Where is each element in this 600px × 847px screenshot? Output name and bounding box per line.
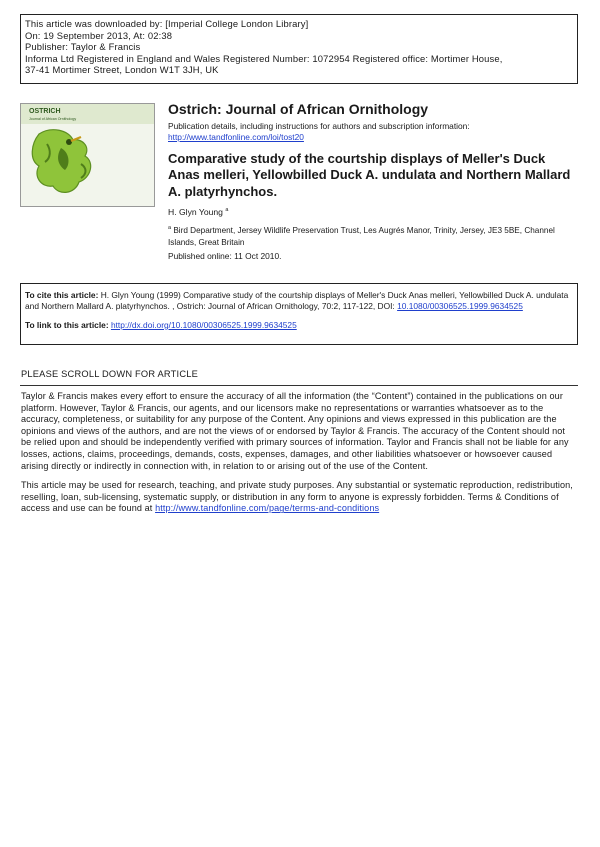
affiliation xyxy=(168,222,580,249)
downloaded-by-line: This article was downloaded by: [Imperial College London Library] xyxy=(25,18,309,29)
divider xyxy=(20,385,578,386)
cover-subtitle: Journal of African Ornithology xyxy=(29,117,77,121)
cite-row xyxy=(25,290,573,312)
publisher-line: Publisher: Taylor & Francis xyxy=(25,41,141,53)
journal-url-link[interactable]: http://www.tandfonline.com/loi/tost20 xyxy=(168,131,304,142)
author-line xyxy=(168,207,580,217)
journal-cover-image xyxy=(20,103,155,207)
cover-artwork xyxy=(21,104,154,206)
disclaimer xyxy=(21,391,577,523)
disclaimer-paragraph-2 xyxy=(21,480,577,515)
cite-text: H. Glyn Young (1999) Comparative study of the courtship displays of Meller's Duck Anas melleri, Yellowbilled Duck A. undulata and Northern Mallard A. platyrhynchos. , Ostrich: Journal of African Ornithology, 70:2, 117-122, DOI: xyxy=(25,290,569,311)
registration-line-2: 37-41 Mortimer Street, London W1T 3JH, UK xyxy=(25,64,219,76)
cite-label: To cite this article: xyxy=(25,290,99,300)
article-doi-url-link[interactable]: http://dx.doi.org/10.1080/00306525.1999.9634525 xyxy=(110,320,297,330)
citation-box xyxy=(20,283,578,345)
link-row xyxy=(25,320,573,331)
article-title: Comparative study of the courtship displays of Meller's Duck Anas melleri, Yellowbilled Duck A. undulata and Northern Mallard A. platyrhynchos. xyxy=(168,150,571,199)
terms-conditions-link[interactable]: http://www.tandfonline.com/page/terms-and-conditions xyxy=(155,503,380,514)
journal-title: Ostrich: Journal of African Ornithology xyxy=(168,101,429,117)
cover-journal-name: OSTRICH xyxy=(29,108,61,115)
scroll-down-notice: PLEASE SCROLL DOWN FOR ARTICLE xyxy=(21,369,199,379)
download-notice-box xyxy=(20,14,578,84)
article-header xyxy=(168,101,580,261)
download-date-line: On: 19 September 2013, At: 02:38 xyxy=(25,29,173,41)
affiliation-marker: a xyxy=(168,225,172,232)
published-online: Published online: 11 Oct 2010. xyxy=(168,251,282,262)
affiliation-text: Bird Department, Jersey Wildlife Preservation Trust, Les Augrés Manor, Trinity, Jersey, JE3 5BE, Channel Islands, Great Britain xyxy=(168,226,555,248)
author-name: H. Glyn Young xyxy=(168,207,223,218)
author-affiliation-marker: a xyxy=(225,207,229,214)
doi-link[interactable]: 10.1080/00306525.1999.9634525 xyxy=(397,301,523,311)
publication-details: Publication details, including instructions for authors and subscription information: xyxy=(168,121,470,131)
disclaimer-paragraph-2-text: This article may be used for research, teaching, and private study purposes. Any substantial or systematic reproduction, redistribution, reselling, loan, sub-licensing, systematic supply, or distribution in any form to anyone is expressly forbidden. Terms & Conditions of access and use can be found at xyxy=(21,480,573,514)
registration-line-1: Informa Ltd Registered in England and Wales Registered Number: 1072954 Registered office: Mortimer House, xyxy=(25,52,503,64)
disclaimer-paragraph-1: Taylor & Francis makes every effort to ensure the accuracy of all the information (the “Content”) contained in the publications on our platform. However, Taylor & Francis, our agents, and our licensors make no representations or warranties whatsoever as to the accuracy, completeness, or suitability for any purpose of the Content. Any opinions and views expressed in this publication are the opinions and views of the authors, and are not the views of or endorsed by Taylor & Francis. The accuracy of the Content should not be relied upon and should be independently verified with primary sources of information. Taylor and Francis shall not be liable for any losses, actions, claims, proceedings, demands, costs, expenses, damages, and other liabilities whatsoever or howsoever caused arising directly or indirectly in connection with, in relation to or arising out of the use of the Content. xyxy=(21,391,569,471)
link-label: To link to this article: xyxy=(25,320,109,330)
